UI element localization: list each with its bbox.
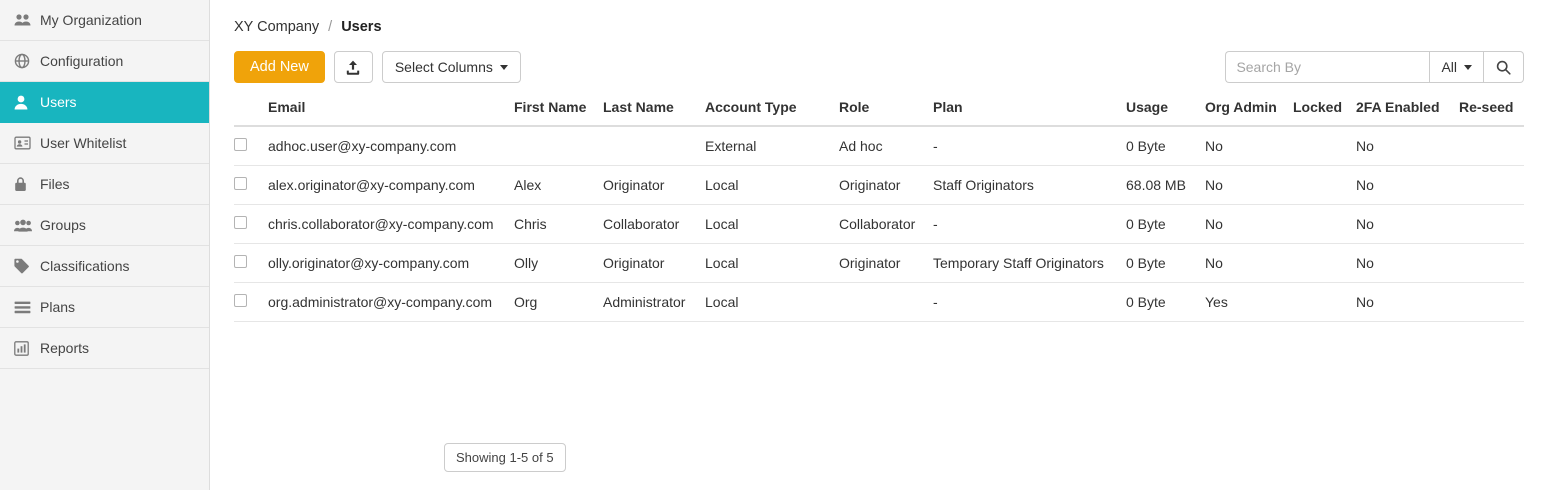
cell-role [839, 283, 933, 322]
search-input[interactable] [1225, 51, 1429, 83]
cell-usage: 0 Byte [1126, 283, 1205, 322]
organization-icon [14, 13, 40, 27]
lock-icon [14, 176, 40, 192]
row-checkbox-cell [234, 126, 268, 166]
search-group [1225, 51, 1524, 83]
cell-usage: 0 Byte [1126, 244, 1205, 283]
cell-usage: 0 Byte [1126, 205, 1205, 244]
cell-first-name: Olly [514, 244, 603, 283]
cell-usage: 0 Byte [1126, 126, 1205, 166]
chevron-down-icon [500, 65, 508, 70]
cell-first-name: Chris [514, 205, 603, 244]
toolbar [234, 51, 1524, 83]
list-icon [14, 301, 40, 314]
cell-locked [1293, 283, 1356, 322]
column-header-role[interactable]: Role [839, 99, 933, 126]
sidebar-item-my-organization[interactable] [0, 0, 209, 41]
column-header-email[interactable]: Email [268, 99, 514, 126]
row-checkbox-cell [234, 205, 268, 244]
sidebar-item-files[interactable] [0, 164, 209, 205]
cell-plan: - [933, 283, 1126, 322]
sidebar-item-label: User Whitelist [40, 135, 127, 151]
cell-2fa-enabled: No [1356, 283, 1459, 322]
select-columns-label: Select Columns [394, 59, 493, 75]
cell-re-seed [1459, 283, 1524, 322]
cell-re-seed [1459, 205, 1524, 244]
table-row[interactable] [234, 166, 1524, 205]
cell-re-seed [1459, 166, 1524, 205]
sidebar-item-classifications[interactable] [0, 246, 209, 287]
cell-account-type: Local [705, 205, 839, 244]
sidebar-filler [0, 369, 209, 478]
row-checkbox[interactable] [234, 216, 247, 229]
cell-re-seed [1459, 126, 1524, 166]
sidebar-item-label: My Organization [40, 12, 142, 28]
sidebar-item-label: Configuration [40, 53, 124, 69]
table-row[interactable] [234, 283, 1524, 322]
table-row[interactable] [234, 205, 1524, 244]
cell-email: chris.collaborator@xy-company.com [268, 205, 514, 244]
cell-role: Ad hoc [839, 126, 933, 166]
table-header [234, 99, 1524, 126]
cell-account-type: Local [705, 244, 839, 283]
globe-icon [14, 53, 40, 69]
cell-org-admin: No [1205, 166, 1293, 205]
group-icon [14, 219, 40, 232]
cell-first-name: Org [514, 283, 603, 322]
sidebar-item-plans[interactable] [0, 287, 209, 328]
cell-account-type: External [705, 126, 839, 166]
search-button[interactable] [1484, 51, 1524, 83]
sidebar-item-label: Files [40, 176, 70, 192]
row-checkbox[interactable] [234, 138, 247, 151]
cell-last-name: Originator [603, 166, 705, 205]
column-header-re-seed[interactable]: Re-seed [1459, 99, 1524, 126]
user-icon [14, 95, 40, 110]
sidebar-item-groups[interactable] [0, 205, 209, 246]
select-all-header [234, 99, 268, 126]
row-checkbox[interactable] [234, 255, 247, 268]
sidebar-item-label: Users [40, 94, 77, 110]
cell-org-admin: No [1205, 126, 1293, 166]
add-new-button[interactable]: Add New [234, 51, 325, 83]
cell-locked [1293, 205, 1356, 244]
search-filter-label: All [1441, 59, 1457, 75]
row-checkbox-cell [234, 166, 268, 205]
column-header-last-name[interactable]: Last Name [603, 99, 705, 126]
upload-icon [346, 60, 360, 75]
cell-locked [1293, 126, 1356, 166]
sidebar-item-label: Classifications [40, 258, 130, 274]
column-header-locked[interactable]: Locked [1293, 99, 1356, 126]
column-header-usage[interactable]: Usage [1126, 99, 1205, 126]
cell-2fa-enabled: No [1356, 244, 1459, 283]
cell-plan: - [933, 205, 1126, 244]
cell-first-name: Alex [514, 166, 603, 205]
sidebar-item-label: Plans [40, 299, 76, 315]
cell-email: olly.originator@xy-company.com [268, 244, 514, 283]
row-checkbox[interactable] [234, 177, 247, 190]
breadcrumb-parent-link[interactable]: XY Company [234, 19, 320, 35]
showing-count-badge: Showing 1-5 of 5 [444, 443, 566, 472]
column-header-org-admin[interactable]: Org Admin [1205, 99, 1293, 126]
row-checkbox[interactable] [234, 294, 247, 307]
sidebar-item-label: Groups [40, 217, 86, 233]
cell-2fa-enabled: No [1356, 166, 1459, 205]
cell-first-name [514, 126, 603, 166]
column-header-first-name[interactable]: First Name [514, 99, 603, 126]
sidebar-item-user-whitelist[interactable] [0, 123, 209, 164]
cell-plan: Temporary Staff Originators [933, 244, 1126, 283]
cell-locked [1293, 166, 1356, 205]
tag-icon [14, 258, 40, 274]
cell-re-seed [1459, 244, 1524, 283]
table-body [234, 126, 1524, 322]
cell-plan: Staff Originators [933, 166, 1126, 205]
cell-email: adhoc.user@xy-company.com [268, 126, 514, 166]
id-card-icon [14, 136, 40, 150]
cell-role: Collaborator [839, 205, 933, 244]
cell-last-name: Originator [603, 244, 705, 283]
row-checkbox-cell [234, 244, 268, 283]
sidebar-item-label: Reports [40, 340, 90, 356]
cell-last-name [603, 126, 705, 166]
breadcrumb-separator: / [328, 19, 333, 35]
cell-role: Originator [839, 166, 933, 205]
search-icon [1496, 60, 1511, 75]
search-filter-dropdown[interactable] [1429, 51, 1484, 83]
chevron-down-icon [1464, 65, 1472, 70]
cell-org-admin: No [1205, 205, 1293, 244]
column-header-account-type[interactable]: Account Type [705, 99, 839, 126]
cell-2fa-enabled: No [1356, 205, 1459, 244]
upload-button[interactable] [334, 51, 373, 83]
table-header-row [234, 99, 1524, 126]
cell-org-admin: Yes [1205, 283, 1293, 322]
cell-usage: 68.08 MB [1126, 166, 1205, 205]
sidebar [0, 0, 210, 490]
table-row[interactable] [234, 126, 1524, 166]
sidebar-item-users[interactable] [0, 82, 209, 123]
row-checkbox-cell [234, 283, 268, 322]
cell-last-name: Collaborator [603, 205, 705, 244]
main-content [210, 0, 1546, 490]
cell-plan: - [933, 126, 1126, 166]
sidebar-item-reports[interactable] [0, 328, 209, 369]
cell-email: org.administrator@xy-company.com [268, 283, 514, 322]
bar-chart-icon [14, 341, 40, 356]
sidebar-item-configuration[interactable] [0, 41, 209, 82]
breadcrumb [234, 0, 1524, 35]
users-table [234, 99, 1524, 322]
cell-account-type: Local [705, 166, 839, 205]
cell-org-admin: No [1205, 244, 1293, 283]
table-row[interactable] [234, 244, 1524, 283]
cell-locked [1293, 244, 1356, 283]
cell-last-name: Administrator [603, 283, 705, 322]
cell-account-type: Local [705, 283, 839, 322]
select-columns-button[interactable] [382, 51, 521, 83]
breadcrumb-current: Users [341, 19, 382, 35]
column-header-2fa-enabled[interactable]: 2FA Enabled [1356, 99, 1459, 126]
users-table-wrapper [234, 99, 1524, 322]
cell-email: alex.originator@xy-company.com [268, 166, 514, 205]
cell-2fa-enabled: No [1356, 126, 1459, 166]
cell-role: Originator [839, 244, 933, 283]
column-header-plan[interactable]: Plan [933, 99, 1126, 126]
